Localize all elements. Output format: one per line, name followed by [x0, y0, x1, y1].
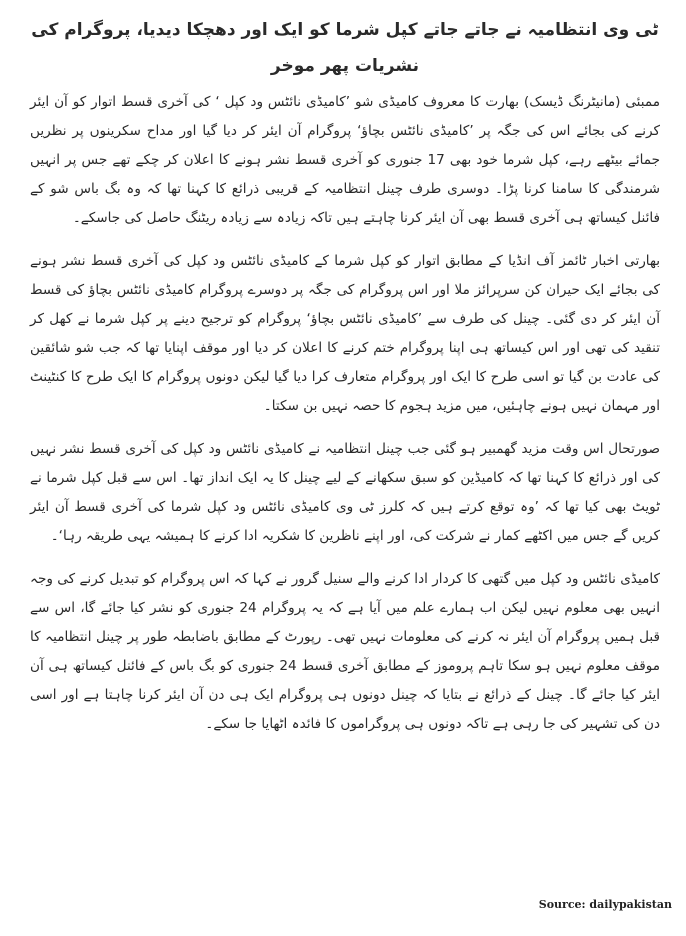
article-body [30, 12, 660, 753]
article-paragraph-2: بھارتی اخبار ٹائمز آف انڈیا کے مطابق اتوار کو کپل شرما کے کامیڈی نائٹس ود کپل کی آخری قسط نشر ہونے کی بجائے ایک حیران کن سرپرائز ملا اور اس پروگرام کی جگہ پر دوسرے پروگرام کامیڈی نائٹس بچاؤ کی قسط آن ایئر کر دی گئی۔ چینل کی طرف سے ’کامیڈی نائٹس بچاؤ‘ پروگرام کو ترجیح دینے پر کپل شرما نے کھل کر تنقید کی تھی اور اس کیساتھ ہی اپنا پروگرام ختم کرنے کا اعلان کر دیا اور موقف اپنایا تھا کہ جب شو شائقین کی عادت بن گیا تو اسی طرح کا ایک اور پروگرام متعارف کرا دیا گیا لیکن دونوں پروگرام کا ایک طرح کا کنٹینٹ اور مہمان نہیں ہونے چاہئیں، میں مزید ہجوم کا حصہ نہیں بن سکتا۔ [30, 253, 660, 414]
article-paragraph-4: کامیڈی نائٹس ود کپل میں گتھی کا کردار ادا کرنے والے سنیل گرور نے کہا کہ اس پروگرام کو تبدیل کرنے کی وجہ انہیں بھی معلوم نہیں لیکن اب ہمارے علم میں آیا ہے کہ یہ پروگرام 24 جنوری کو نشر کیا جائے گا، اس سے قبل ہمیں پروگرام آن ایئر نہ کرنے کی معلومات نہیں تھی۔ رپورٹ کے مطابق باضابطہ طور پر چینل انتظامیہ کا موقف معلوم نہیں ہو سکا تاہم پروموز کے مطابق آخری قسط 24 جنوری کو بگ باس کے فائنل کیساتھ ہی آن ایئر کیا جائے گا۔ چینل کے ذرائع نے بتایا کہ چینل دونوں ہی پروگرام ایک ہی دن آن ایئر کرنا چاہتا ہے اور اسی دن کی تشہیر کی جا رہی ہے تاکہ دونوں ہی پروگراموں کا فائدہ اٹھایا جا سکے۔ [30, 571, 660, 732]
article-paragraph-3: صورتحال اس وقت مزید گھمبیر ہو گئی جب چینل انتظامیہ نے کامیڈی نائٹس ود کپل کی آخری قسط نشر نہیں کی اور ذرائع کا کہنا تھا کہ کامیڈین کو سبق سکھانے کے لیے چینل کا یہ ایک انداز تھا۔ اس سے قبل کپل شرما نے ٹویٹ بھی کیا تھا کہ ’وہ توقع کرتے ہیں کہ کلرز ٹی وی کامیڈی نائٹس ود کپل شرما کی آخری قسط آن ایئر کریں گے جس میں اکٹھے کمار نے شرکت کی، اور اپنے ناظرین کا شکریہ ادا کرنے کا ہمیشہ یہی طریقہ رہا‘۔ [30, 441, 660, 544]
article-headline: ٹی وی انتظامیہ نے جاتے جاتے کپل شرما کو ایک اور دھچکا دیدیا، پروگرام کی نشریات پھر موخر [31, 20, 659, 76]
source-credit: Source: dailypakistan [538, 898, 672, 911]
article-paragraph-1: ممبئی (مانیٹرنگ ڈیسک) بھارت کا معروف کامیڈی شو ’کامیڈی نائٹس ود کپل ‘ کی آخری قسط اتوار کو آن ایئر کرنے کی بجائے اس کی جگہ پر ’کامیڈی نائٹس بچاؤ‘ پروگرام آن ایئر کر دیا گیا اور مداح سکرینوں پر نظریں جمائے بیٹھے رہے، کپل شرما خود بھی 17 جنوری کو آخری قسط نشر ہونے کا اعلان کر چکے تھے جس پر انہیں شرمندگی کا سامنا کرنا پڑا۔ دوسری طرف چینل انتظامیہ کے قریبی ذرائع کا کہنا تھا کہ وہ بگ باس شو کے فائنل کیساتھ ہی آخری قسط بھی آن ایئر کرنا چاہتے ہیں تاکہ زیادہ سے زیادہ ریٹنگ حاصل کی جاسکے۔ [30, 94, 660, 226]
